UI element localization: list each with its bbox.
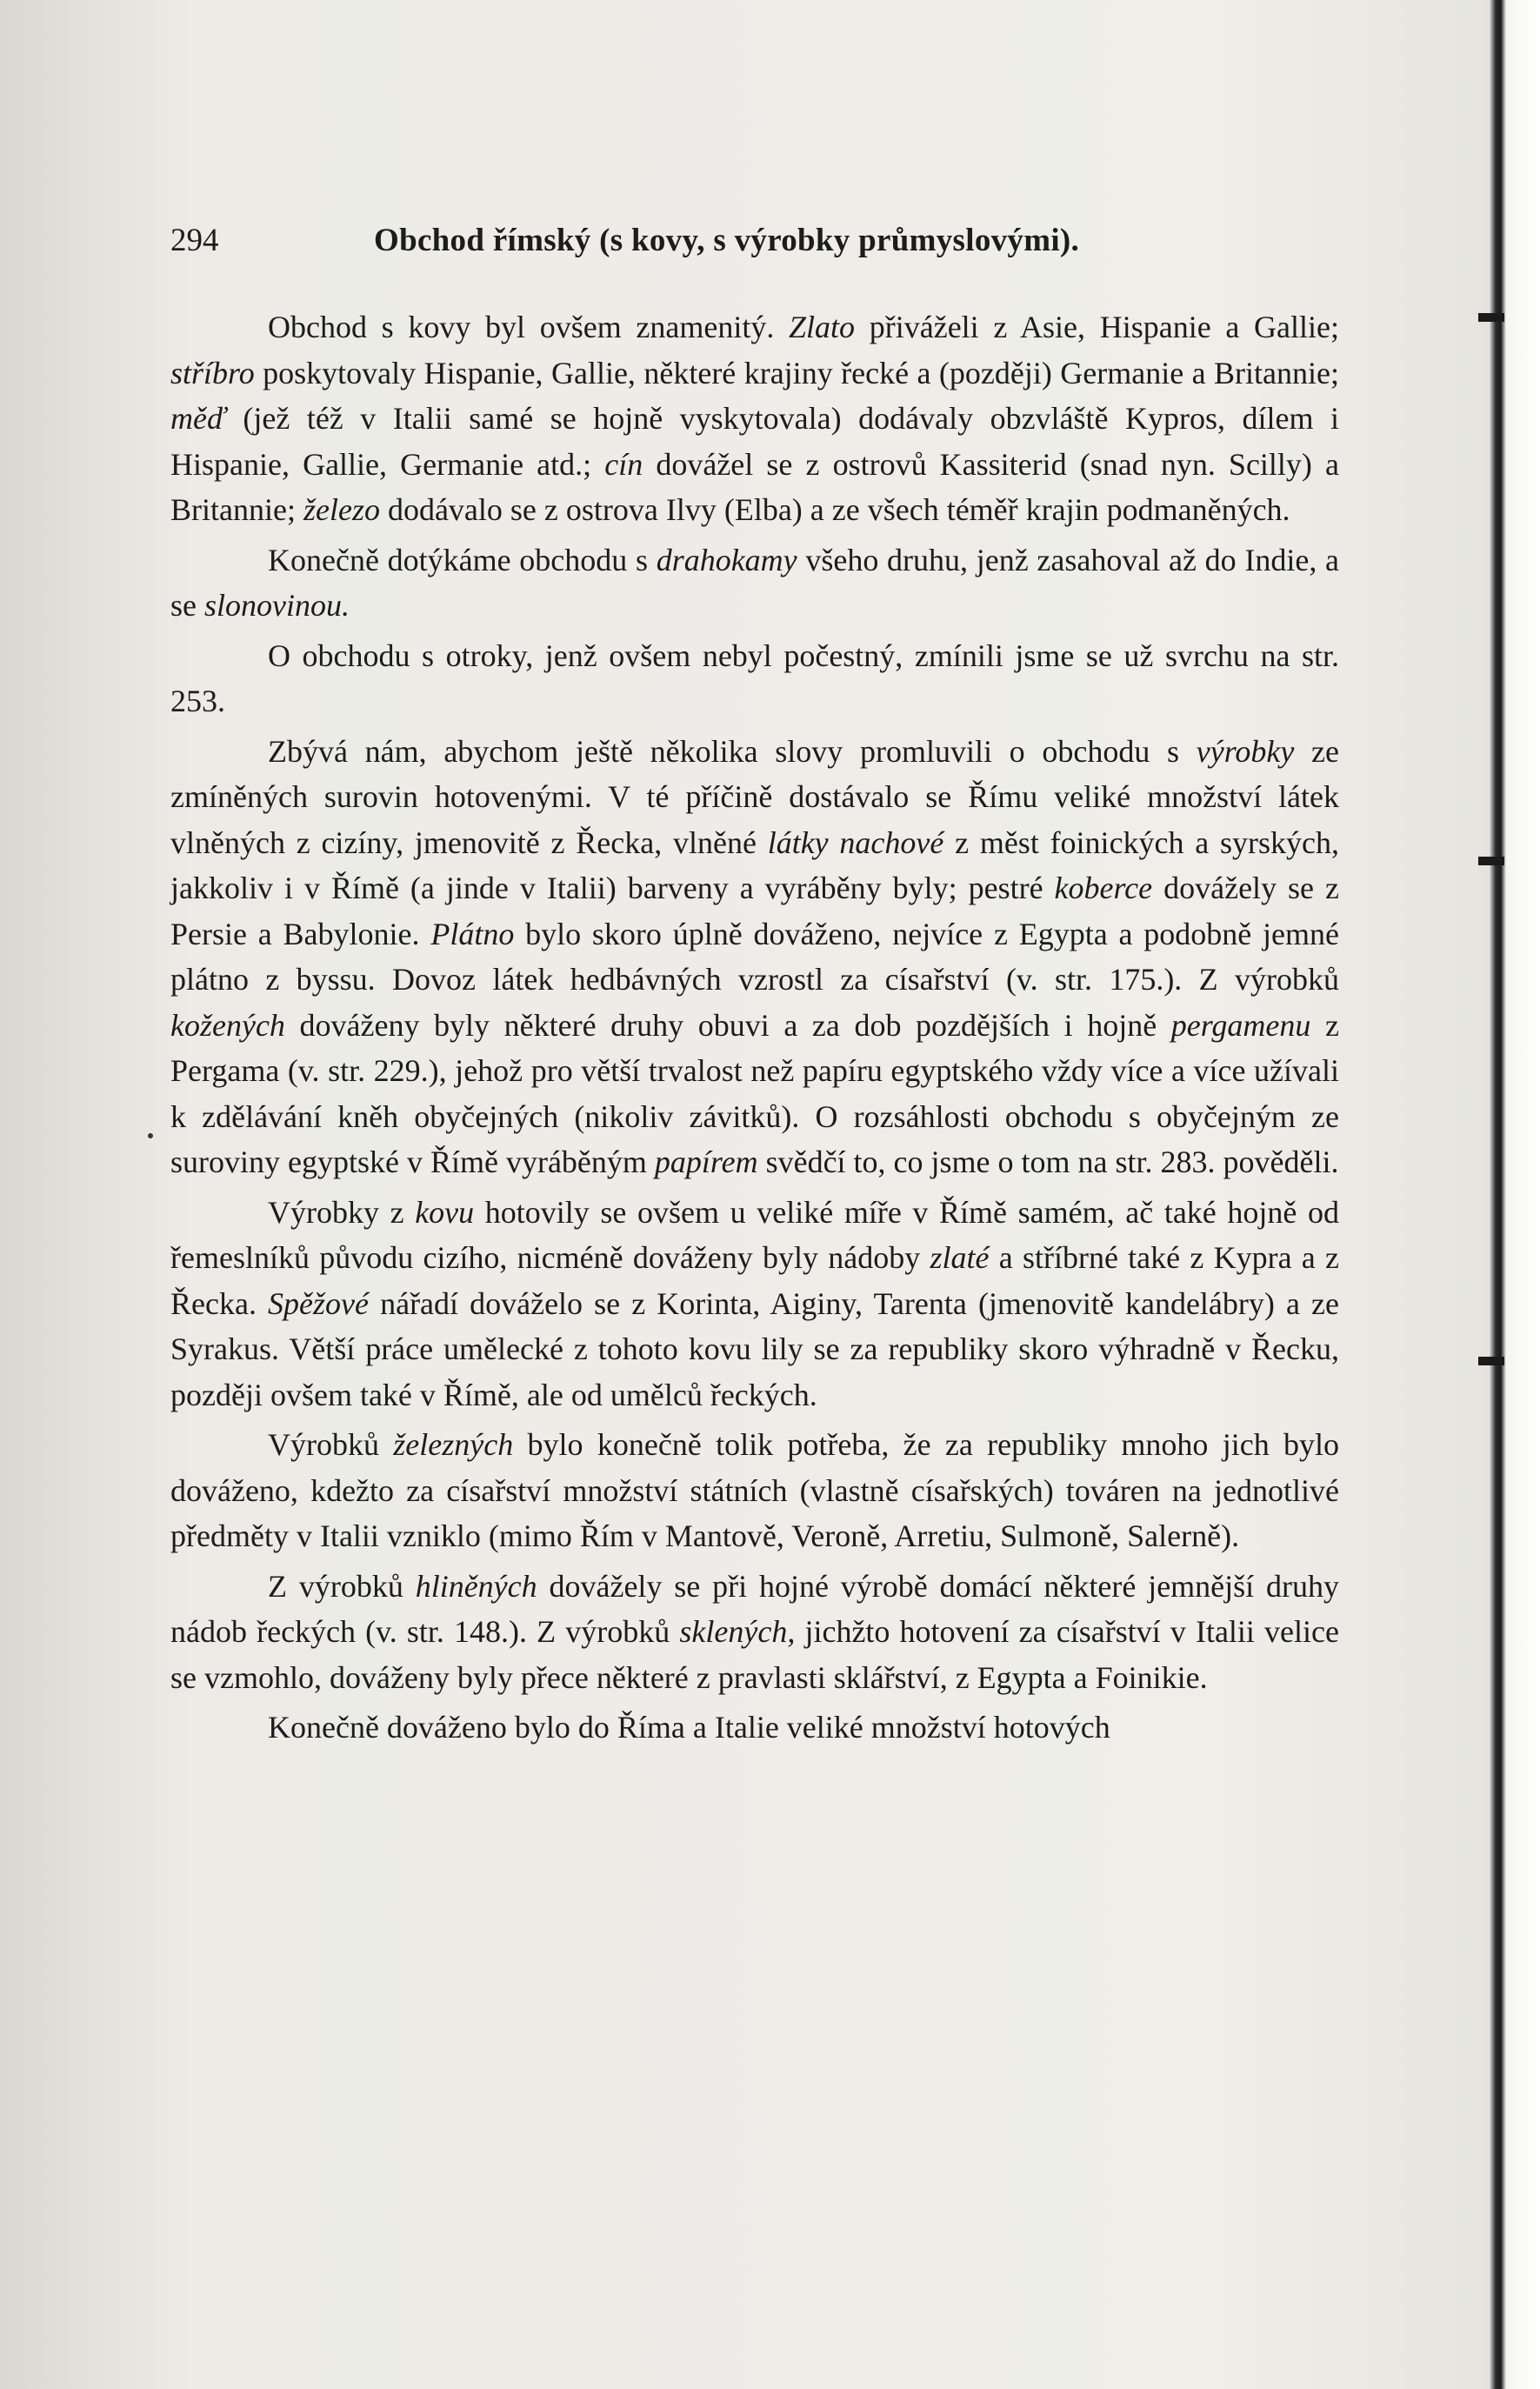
text-run: O obchodu s otroky, jenž ovšem nebyl počestný, zmínili jsme se už svrchu na str. 253. <box>170 637 1339 718</box>
text-run: Konečně dováženo bylo do Říma a Italie veliké množství hotových <box>268 1710 1110 1745</box>
text-run: Konečně dotýkáme obchodu s <box>268 542 657 577</box>
text-run: poskytovaly Hispanie, Gallie, některé krajiny řecké a (později) Germanie a Britannie; <box>254 355 1339 390</box>
emphasized-term: hliněných <box>415 1568 537 1604</box>
body-text <box>170 304 1339 1755</box>
book-spine-edge <box>1489 0 1540 2389</box>
text-run: všeho druhu, jenž zasahoval až do Indie, a se <box>170 542 1340 623</box>
text-run: Z výrobků <box>268 1568 416 1604</box>
text-run: svědčí to, co jsme o tom na str. 283. pověděli. <box>757 1144 1339 1179</box>
text-run: ze zmíněných surovin hotovenými. V té příčině dostávalo se Římu veliké množství látek vlněných z cizíny, jmenovitě z Řecka, vlněné <box>170 733 1339 860</box>
emphasized-term: cín <box>604 446 643 482</box>
emphasized-term: stříbro <box>170 355 255 390</box>
paragraph <box>170 1564 1339 1701</box>
edge-mark <box>1478 313 1504 322</box>
text-run: dováženy byly některé druhy obuvi a za dob pozdějších i hojně <box>284 1007 1171 1043</box>
emphasized-term: Zlato <box>789 310 856 344</box>
text-run: Výrobky z <box>268 1194 416 1230</box>
emphasized-term: měď <box>170 401 226 436</box>
emphasized-term: koberce <box>1054 871 1153 905</box>
emphasized-term: slonovinou. <box>204 588 350 623</box>
emphasized-term: sklených, <box>679 1614 796 1649</box>
text-run: (jež též v Italii samé se hojně vyskytovala) dodávaly obzvláště Kypros, dílem i Hispanie, Gallie, Germanie atd.; <box>170 401 1339 482</box>
emphasized-term: kovu <box>415 1194 475 1230</box>
text-run: a stříbrné také z Kypra a z Řecka. <box>170 1240 1339 1321</box>
page-header <box>170 219 1370 263</box>
text-run: dodávalo se z ostrova Ilvy (Elba) a ze všech téměř krajin podmaněných. <box>379 492 1290 527</box>
emphasized-term: drahokamy <box>656 542 797 577</box>
text-run: Zbývá nám, abychom ještě několika slovy promluvili o obchodu s <box>268 733 1197 769</box>
text-run: bylo konečně tolik potřeba, že za republiky mnoho jich bylo dováženo, kdežto za císařství množství státních (vlastně císařských) továren na jednotlivé předměty v Italii vzniklo (mimo Řím v Mantově, Veroně, Arretiu, Sulmoně, Salerně). <box>170 1427 1339 1553</box>
emphasized-term: výrobky <box>1196 733 1295 769</box>
text-run: dovážely se při hojné výrobě domácí některé jemnější druhy nádob řeckých (v. str. 148.). Z výrobků <box>170 1568 1339 1649</box>
emphasized-term: látky nachové <box>767 824 944 860</box>
text-run: dovážely se z Persie a Babylonie. <box>170 871 1340 951</box>
page-number: 294 <box>170 223 219 258</box>
text-run: Výrobků <box>268 1427 394 1462</box>
paragraph <box>170 729 1339 1185</box>
paragraph <box>170 537 1339 629</box>
text-run: nářadí dováželo se z Korinta, Aiginy, Tarenta (jmenovitě kandelábry) a ze Syrakus. Větší práce umělecké z tohoto kovu lily se za republiky skoro výhradně v Řecku, později ovšem také v Římě, ale od umělců řeckých. <box>170 1285 1339 1412</box>
emphasized-term: železných <box>393 1427 514 1462</box>
text-run: dovážel se z ostrovů Kassiterid (snad nyn. Scilly) a Britannie; <box>170 446 1340 527</box>
stray-ink-mark <box>148 1133 153 1138</box>
text-run: bylo skoro úplně dováženo, nejvíce z Egypta a podobně jemné plátno z byssu. Dovoz látek hedbávných vzrostl za císařství (v. str. 175.). Z výrobků <box>170 916 1339 997</box>
paragraph <box>170 633 1339 724</box>
emphasized-term: železo <box>303 492 380 527</box>
running-head: Obchod římský (s kovy, s výrobky průmyslovými). <box>374 223 1080 258</box>
paragraph <box>170 304 1339 533</box>
edge-mark <box>1478 857 1504 865</box>
text-run: hotovily se ovšem u veliké míře v Římě samém, ač také hojně od řemeslníků původu cizího, nicméně dováženy byly nádoby <box>170 1194 1339 1275</box>
paragraph <box>170 1190 1339 1418</box>
text-run: z měst foinických a syrských, jakkoliv i v Římě (a jinde v Italii) barveny a vyráběny byly; pestré <box>170 824 1339 905</box>
emphasized-term: zlaté <box>930 1240 990 1275</box>
emphasized-term: pergamenu <box>1170 1007 1311 1043</box>
text-run: z Pergama (v. str. 229.), jehož pro větší trvalost než papíru egyptského vždy více a více užívali k zdělávání kněh obyčejných (nikoliv závitků). O rozsáhlosti obchodu s obyčejným ze suroviny egyptské v Římě vyráběným <box>170 1007 1339 1179</box>
paragraph <box>170 1422 1339 1559</box>
emphasized-term: kožených <box>170 1007 285 1043</box>
edge-mark <box>1478 1357 1504 1365</box>
text-run: Obchod s kovy byl ovšem znamenitý. <box>268 310 790 344</box>
emphasized-term: Plátno <box>430 916 515 951</box>
emphasized-term: papírem <box>654 1144 758 1179</box>
text-run: přiváželi z Asie, Hispanie a Gallie; <box>855 310 1339 344</box>
paragraph <box>170 1705 1339 1751</box>
text-run: jichžto hotovení za císařství v Italii velice se vzmohlo, dováženy byly přece některé z pravlasti sklářství, z Egypta a Foinikie. <box>170 1614 1339 1695</box>
emphasized-term: Spěžové <box>268 1285 369 1321</box>
